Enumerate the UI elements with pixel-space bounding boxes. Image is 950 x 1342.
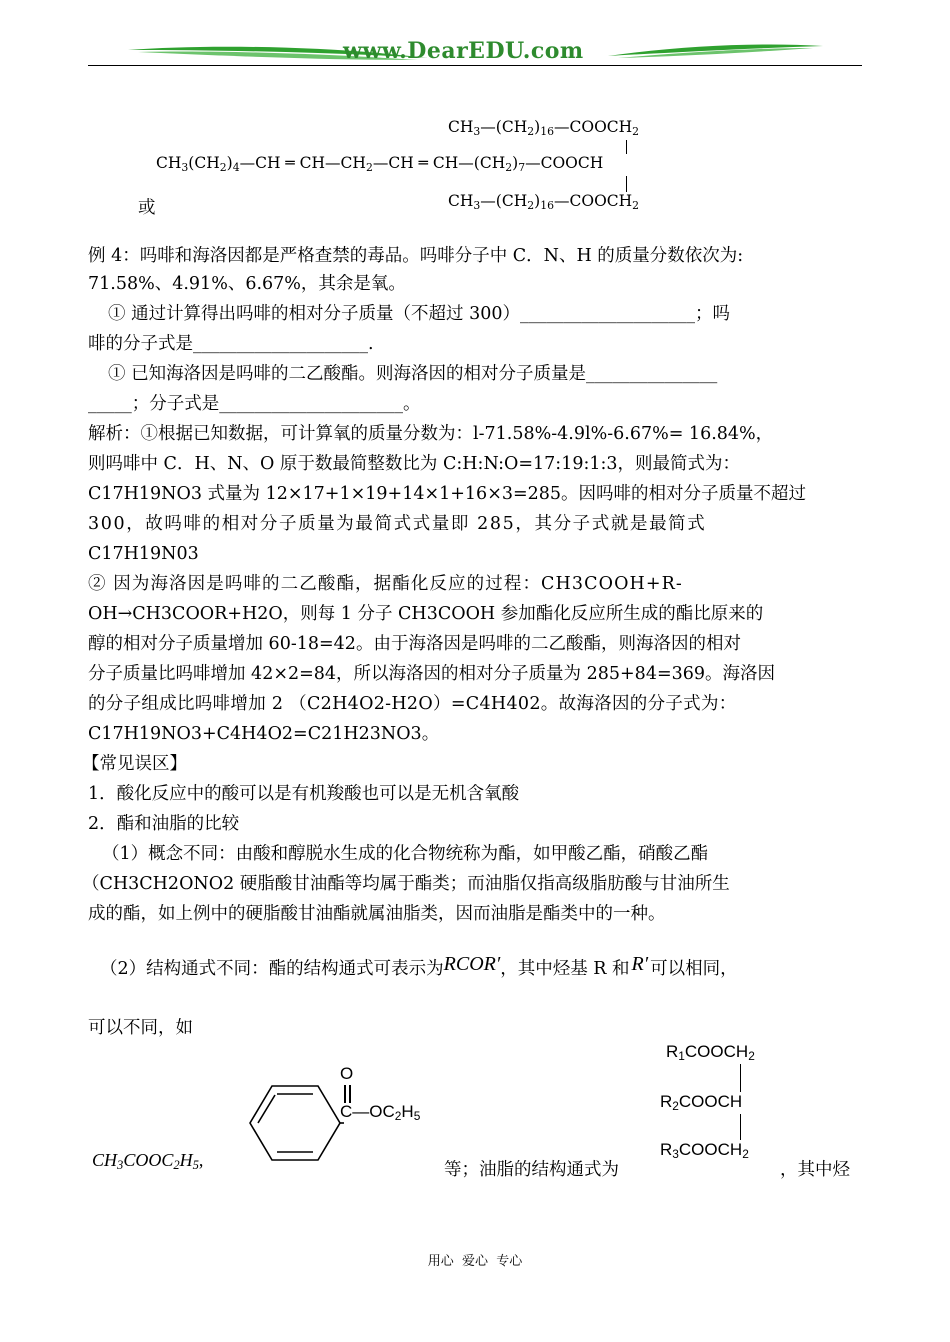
struct-middle: ，其中烃基 R 和 [500,959,630,979]
bottom-chain: $CH_3—(CH_2)_{16}—COOCH_2$ [448,192,640,212]
text-line: 例 4：吗啡和海洛因都是严格查禁的毒品。吗啡分子中 C．N、H 的质量分数依次为: [88,246,744,266]
text-line: 可以不同，如 [88,1018,193,1038]
fat-text-suffix: ，其中烃 [780,1160,850,1180]
fat-r3: $R_3COOCH_2$ [660,1140,749,1161]
fat-bond-2 [740,1114,741,1140]
double-bond-2 [349,1085,351,1103]
text-line: 的分子组成比吗啡增加 2 （C2H4O2-H2O）=C4H402。故海洛因的分子式为： [88,694,737,714]
text-line: C17H19NO3+C4H4O2=C21H23NO3。 [88,724,440,744]
text-line: （CH3CH2ONO2 硬脂酸甘油酯等均属于酯类；而油脂仅指高级脂肪酸与甘油所生 [82,874,730,894]
section-heading: 【常见误区】 [82,754,187,774]
fat-r1: $R_1COOCH_2$ [666,1042,755,1063]
header-rule [88,65,862,66]
text-line: 71.58%、4.91%、6.67%，其余是氧。 [88,274,406,294]
text-line: 醇的相对分子质量增加 60-18=42。由于海洛因是吗啡的二乙酸酯，则海洛因的相对 [88,634,741,654]
ethyl-acetate-formula: $CH_3COOC_2H_5$, [92,1150,204,1172]
page-footer: 用心 爱心 专心 [427,1254,523,1269]
text-line: C17H19N03 [88,544,199,564]
text-line: _____；分子式是_____________________。 [88,394,421,414]
benzene-ring-icon [240,1078,350,1168]
text-line: C17H19NO3 式量为 12×17+1×19+14×1+16×3=285。因吗啡的相对分子质量不超过 [88,484,807,504]
text-line: 则吗啡中 C．H、N、O 原于数最简整数比为 C:H:N:O=17:19:1:3，则最简式为： [88,454,741,474]
leaf-swoosh-right-icon [608,40,823,62]
double-bond-1 [344,1085,346,1103]
fat-text-prefix: 等；油脂的结构通式为 [444,1160,619,1180]
struct-suffix: 可以相同， [650,959,738,979]
top-chain: $CH_3—(CH_2)_{16}—COOCH_2$ [448,118,640,138]
main-chain: $CH_3(CH_2)_4—CH$ ═ $CH—CH_2—CH$ ═ $CH—(CH_2)_7—COOCH$ [156,154,604,174]
site-logo-text: www.DearEDU.com [343,38,584,64]
text-line: ① 已知海洛因是吗啡的二乙酸酯。则海洛因的相对分子质量是_______________ [108,364,718,384]
or-label: 或 [138,198,156,218]
text-line: ① 通过计算得出吗啡的相对分子质量（不超过 300）____________________；吗 [108,304,731,324]
text-line: （1）概念不同：由酸和醇脱水生成的化合物统称为酯，如甲酸乙酯，硝酸乙酯 [102,844,709,864]
struct-formula-line [100,955,738,985]
text-line: OH→CH3COOR+H2O，则每 1 分子 CH3COOH 参加酯化反应所生成的酯比原来的 [88,604,764,624]
vertical-bond-bottom [626,176,627,192]
carbonyl-carbon: $C—OC_2H_5$ [340,1102,421,1123]
fat-general-formula [660,1042,790,1172]
rcor-formula: RCOR′ [443,953,501,975]
struct-prefix: （2）结构通式不同：酯的结构通式可表示为 [100,959,444,979]
ethyl-benzoate-structure [240,1060,460,1180]
triglyceride-structure [0,110,950,230]
carbonyl-oxygen: O [340,1064,354,1083]
page-header [88,36,862,70]
text-line: ② 因为海洛因是吗啡的二乙酸酯，据酯化反应的过程：CH3COOH+R- [88,574,683,594]
vertical-bond-top [626,140,627,154]
text-line: 分子质量比吗啡增加 42×2=84，所以海洛因的相对分子质量为 285+84=369。海洛因 [88,664,776,684]
fat-r2: $R_2COOCH$ [660,1092,743,1113]
text-line: 解析：①根据已知数据，可计算氧的质量分数为：l-71.58%-4.9l%-6.67%= 16.84%， [88,424,774,444]
text-line: 成的酯，如上例中的硬脂酸甘油酯就属油脂类，因而油脂是酯类中的一种。 [88,904,666,924]
text-line: 2．酯和油脂的比较 [88,814,240,834]
text-line: 300，故吗啡的相对分子质量为最简式式量即 285，其分子式就是最简式 [88,514,707,534]
text-line: 啡的分子式是____________________. [88,334,374,354]
fat-bond-1 [740,1064,741,1092]
text-line: 1．酸化反应中的酸可以是有机羧酸也可以是无机含氧酸 [88,784,520,804]
rprime-formula: R′ [631,953,649,975]
